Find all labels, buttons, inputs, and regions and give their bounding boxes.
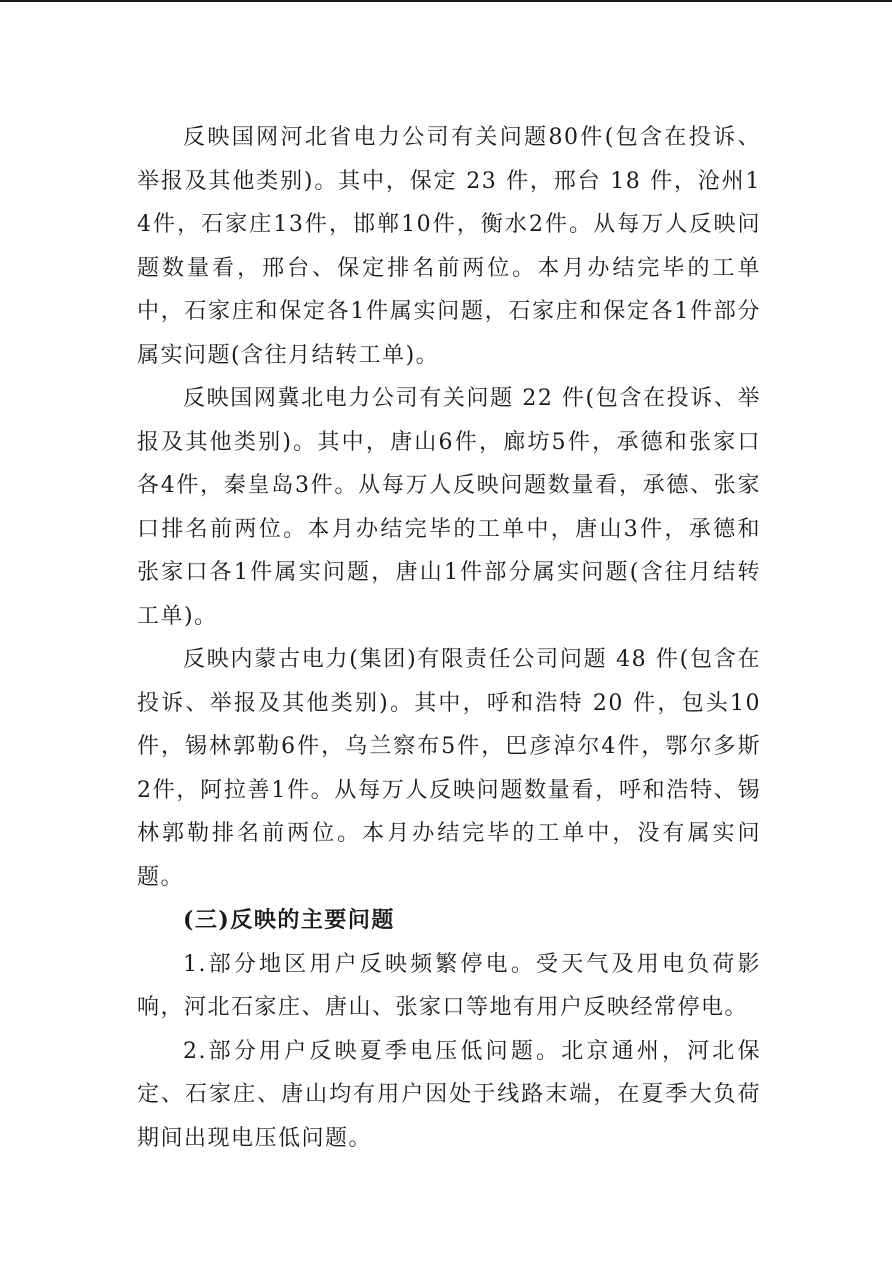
section-heading: (三)反映的主要问题 (183, 907, 395, 933)
list-item-outage: 1.部分地区用户反映频繁停电。受天气及用电负荷影响，河北石家庄、唐山、张家口等地有用户反映经常停电。 (137, 951, 761, 1020)
paragraph-jibei: 反映国网冀北电力公司有关问题 22 件(包含在投诉、举报及其他类别)。其中，唐山6件，廊坊5件，承德和张家口各4件，秦皇岛3件。从每万人反映问题数量看，承德、张家口排名前两位。本月办结完毕的工单中，唐山3件，承德和张家口各1件属实问题，唐山1件部分属实问题(含往月结转工单)。 (137, 386, 761, 629)
list-item-low-voltage: 2.部分用户反映夏季电压低问题。北京通州，河北保定、石家庄、唐山均有用户因处于线路末端，在夏季大负荷期间出现电压低问题。 (137, 1038, 761, 1151)
document-body (137, 116, 761, 1160)
paragraph-hebei: 反映国网河北省电力公司有关问题80件(包含在投诉、举报及其他类别)。其中，保定 23 件，邢台 18 件，沧州14件，石家庄13件，邯郸10件，衡水2件。从每万人反映问题数量看，邢台、保定排名前两位。本月办结完毕的工单中，石家庄和保定各1件属实问题，石家庄和保定各1件部分属实问题(含往月结转工单)。 (137, 125, 761, 368)
paragraph-neimenggu: 反映内蒙古电力(集团)有限责任公司问题 48 件(包含在投诉、举报及其他类别)。其中，呼和浩特 20 件，包头10件，锡林郭勒6件，乌兰察布5件，巴彦淖尔4件，鄂尔多斯2件，阿拉善1件。从每万人反映问题数量看，呼和浩特、锡林郭勒排名前两位。本月办结完毕的工单中，没有属实问题。 (137, 647, 761, 890)
